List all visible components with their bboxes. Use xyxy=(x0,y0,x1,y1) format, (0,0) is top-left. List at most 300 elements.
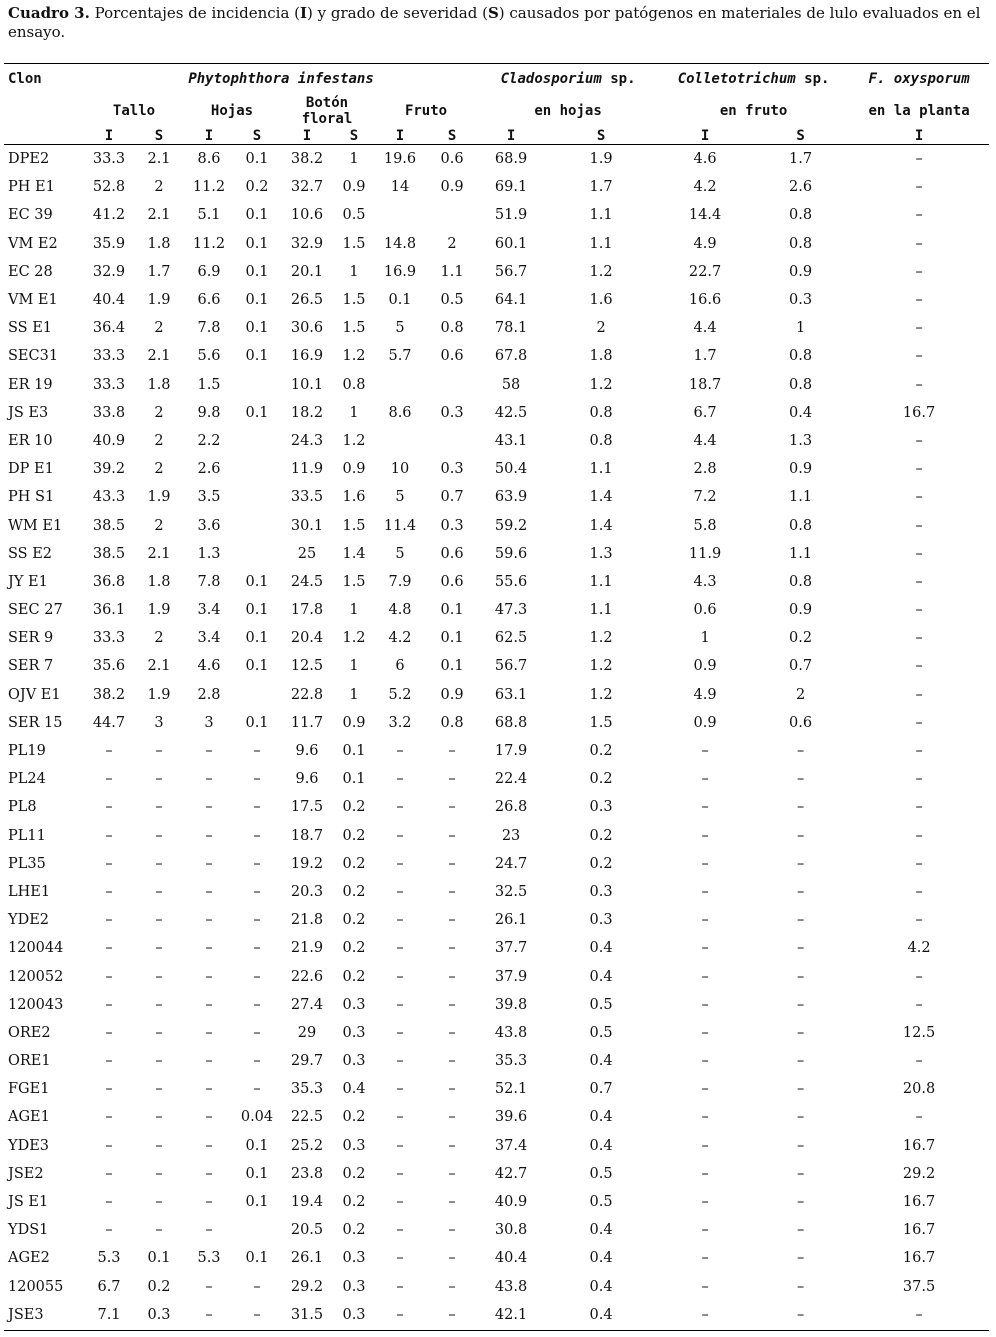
value-cell: 20.8 xyxy=(902,1081,936,1098)
clon-cell: SEC31 xyxy=(8,348,59,365)
value-cell: – xyxy=(701,1306,709,1323)
table-row xyxy=(4,483,989,511)
value-cell: 5 xyxy=(395,489,405,506)
value-cell: 33.3 xyxy=(92,348,126,365)
value-cell: 2.1 xyxy=(147,658,171,675)
value-cell: 9.6 xyxy=(295,743,319,760)
value-cell: 0.3 xyxy=(342,1250,366,1267)
table-row xyxy=(4,624,989,652)
value-cell: 38.5 xyxy=(92,517,126,534)
value-cell: 0.8 xyxy=(589,404,613,421)
value-cell: – xyxy=(396,1306,404,1323)
value-cell: 3.5 xyxy=(197,489,221,506)
value-cell: – xyxy=(105,855,113,872)
value-cell: – xyxy=(796,1250,805,1267)
value-cell: – xyxy=(396,1053,404,1070)
value-cell: 36.8 xyxy=(92,573,126,590)
value-cell: – xyxy=(155,1081,163,1098)
table-row xyxy=(4,371,989,399)
value-cell: 4.3 xyxy=(693,573,717,590)
value-cell: 30.6 xyxy=(290,320,324,337)
value-cell: 7.2 xyxy=(693,489,717,506)
value-cell: – xyxy=(448,1137,456,1154)
value-cell: 0.2 xyxy=(342,940,366,957)
value-cell: 41.2 xyxy=(92,207,126,224)
value-cell: 4.4 xyxy=(693,432,717,449)
table-row xyxy=(4,1019,989,1047)
value-cell: 0.2 xyxy=(589,827,613,844)
clon-cell: YDE3 xyxy=(8,1137,50,1154)
clon-cell: PL35 xyxy=(8,855,46,872)
value-cell: 43.1 xyxy=(494,432,528,449)
value-cell: 21.8 xyxy=(290,912,324,929)
value-cell: – xyxy=(796,912,805,929)
table-row xyxy=(4,173,989,201)
value-cell: – xyxy=(253,968,261,985)
value-cell: – xyxy=(253,883,261,900)
value-cell: – xyxy=(448,968,456,985)
value-cell: 20.5 xyxy=(290,1222,324,1239)
value-cell: 58 xyxy=(501,376,521,393)
value-cell: 1 xyxy=(349,404,359,421)
value-cell: – xyxy=(796,1306,805,1323)
value-cell: 6.9 xyxy=(197,263,221,280)
value-cell: – xyxy=(155,912,163,929)
value-cell: 43.8 xyxy=(494,1024,528,1041)
value-cell: – xyxy=(796,1081,805,1098)
value-cell xyxy=(234,455,280,483)
value-cell: 1.1 xyxy=(789,545,813,562)
value-cell: – xyxy=(915,376,923,393)
value-cell: 0.4 xyxy=(589,1222,613,1239)
value-cell: – xyxy=(205,912,213,929)
value-cell: 3.2 xyxy=(388,714,412,731)
value-cell: 12.5 xyxy=(902,1024,936,1041)
clon-cell: JSE2 xyxy=(8,1165,44,1182)
value-cell: 1.9 xyxy=(147,489,171,506)
value-cell: 5.3 xyxy=(97,1250,121,1267)
value-cell: 1.7 xyxy=(789,151,813,168)
value-cell: 5.7 xyxy=(388,348,412,365)
table-row xyxy=(4,230,989,258)
value-cell: – xyxy=(155,1053,163,1070)
value-cell: – xyxy=(701,1194,709,1211)
value-cell: 2 xyxy=(154,179,164,196)
value-cell xyxy=(234,483,280,511)
value-cell: 0.9 xyxy=(789,461,813,478)
value-cell: – xyxy=(701,827,709,844)
value-cell: 36.4 xyxy=(92,320,126,337)
value-cell: – xyxy=(396,771,404,788)
value-cell: – xyxy=(915,489,923,506)
value-cell: 1.5 xyxy=(342,235,366,252)
value-cell: 0.3 xyxy=(342,1278,366,1295)
table-row xyxy=(4,1301,989,1329)
clon-cell: LHE1 xyxy=(8,883,51,900)
value-cell: 24.5 xyxy=(290,573,324,590)
value-cell: – xyxy=(796,1194,805,1211)
value-cell: – xyxy=(205,1165,213,1182)
value-cell: – xyxy=(155,968,163,985)
value-cell: 63.1 xyxy=(494,686,528,703)
value-cell: – xyxy=(396,827,404,844)
value-cell: – xyxy=(448,1278,456,1295)
table-row xyxy=(4,991,989,1019)
value-cell: 0.1 xyxy=(245,320,269,337)
value-cell: 1.4 xyxy=(589,489,613,506)
value-cell: – xyxy=(796,771,805,788)
value-cell: 26.5 xyxy=(290,292,324,309)
value-cell: 1 xyxy=(349,658,359,675)
value-cell: 59.2 xyxy=(494,517,528,534)
value-cell: 0.1 xyxy=(440,602,464,619)
value-cell: 3 xyxy=(204,714,214,731)
value-cell: – xyxy=(448,912,456,929)
value-cell: 22.5 xyxy=(290,1109,324,1126)
value-cell: 0.1 xyxy=(342,771,366,788)
value-cell: 4.4 xyxy=(693,320,717,337)
value-cell: – xyxy=(105,771,113,788)
value-cell: 0.8 xyxy=(789,517,813,534)
value-cell xyxy=(234,1216,280,1244)
table-row xyxy=(4,1188,989,1216)
value-cell: 0.4 xyxy=(589,968,613,985)
value-cell: 1.6 xyxy=(589,292,613,309)
value-cell: 4.2 xyxy=(388,630,412,647)
value-cell: – xyxy=(155,855,163,872)
value-cell: 0.2 xyxy=(342,1165,366,1182)
foxysporum-header: F. oxysporum xyxy=(868,71,970,87)
value-cell: 0.2 xyxy=(147,1278,171,1295)
value-cell: – xyxy=(205,996,213,1013)
table-row xyxy=(4,342,989,370)
value-cell: – xyxy=(253,1081,261,1098)
clon-cell: YDS1 xyxy=(8,1222,49,1239)
value-cell: 0.5 xyxy=(589,1024,613,1041)
value-cell: 30.1 xyxy=(290,517,324,534)
table-row xyxy=(4,709,989,737)
clon-cell: OJV E1 xyxy=(8,686,61,703)
value-cell: 2 xyxy=(154,461,164,478)
value-cell: 0.1 xyxy=(147,1250,171,1267)
value-cell: 2.6 xyxy=(789,179,813,196)
value-cell: – xyxy=(915,1306,923,1323)
value-cell: – xyxy=(701,1222,709,1239)
value-cell: 1.3 xyxy=(197,545,221,562)
value-cell: 14 xyxy=(390,179,410,196)
value-cell: 6.7 xyxy=(97,1278,121,1295)
clon-cell: DPE2 xyxy=(8,151,50,168)
value-cell: – xyxy=(205,1306,213,1323)
value-cell xyxy=(234,681,280,709)
value-cell: 1.6 xyxy=(342,489,366,506)
value-cell: 4.6 xyxy=(693,151,717,168)
value-cell: 14.4 xyxy=(688,207,722,224)
value-cell: 0.9 xyxy=(789,263,813,280)
value-cell xyxy=(234,540,280,568)
value-cell: 20.3 xyxy=(290,883,324,900)
value-cell: – xyxy=(105,996,113,1013)
table-row xyxy=(4,511,989,539)
value-cell: 5.6 xyxy=(197,348,221,365)
value-cell: 1.8 xyxy=(147,573,171,590)
value-cell: – xyxy=(205,799,213,816)
value-cell: 0.7 xyxy=(589,1081,613,1098)
value-cell: – xyxy=(253,855,261,872)
value-cell: 0.2 xyxy=(342,827,366,844)
clon-cell: WM E1 xyxy=(8,517,63,534)
value-cell: 0.4 xyxy=(589,1250,613,1267)
value-cell: 16.7 xyxy=(902,1137,936,1154)
value-cell: 1.5 xyxy=(342,320,366,337)
value-cell: – xyxy=(915,235,923,252)
value-cell: 9.6 xyxy=(295,771,319,788)
value-cell: 1 xyxy=(795,320,806,337)
fruto-I: I xyxy=(374,128,426,145)
value-cell: 0.4 xyxy=(589,1278,613,1295)
data-table xyxy=(4,64,989,1329)
value-cell: 7.8 xyxy=(197,573,221,590)
table-row xyxy=(4,1216,989,1244)
value-cell: 37.4 xyxy=(494,1137,528,1154)
value-cell: 1 xyxy=(349,602,359,619)
value-cell: 2 xyxy=(596,320,606,337)
value-cell: 1.1 xyxy=(589,207,613,224)
value-cell: 9.8 xyxy=(197,404,221,421)
value-cell: 0.5 xyxy=(589,1194,613,1211)
value-cell: 0.1 xyxy=(245,1250,269,1267)
value-cell: – xyxy=(915,517,923,534)
value-cell: 0.6 xyxy=(440,151,464,168)
value-cell: 3.6 xyxy=(197,517,221,534)
table-row xyxy=(4,1160,989,1188)
value-cell: 19.6 xyxy=(383,151,417,168)
value-cell xyxy=(426,427,478,455)
value-cell: 33.3 xyxy=(92,151,126,168)
value-cell: 0.2 xyxy=(342,855,366,872)
clon-cell: 120052 xyxy=(8,968,64,985)
clon-cell: JSE3 xyxy=(8,1306,44,1323)
value-cell: – xyxy=(396,940,404,957)
table-row xyxy=(4,1244,989,1272)
value-cell: – xyxy=(915,714,923,731)
value-cell: – xyxy=(253,1306,261,1323)
value-cell: 0.1 xyxy=(245,263,269,280)
table-row xyxy=(4,681,989,709)
value-cell: 32.9 xyxy=(290,235,324,252)
caption-I: I xyxy=(300,4,308,22)
value-cell: – xyxy=(448,940,456,957)
value-cell: 1.1 xyxy=(589,461,613,478)
value-cell: 26.1 xyxy=(290,1250,324,1267)
value-cell: 0.6 xyxy=(440,573,464,590)
colle-S: S xyxy=(752,128,849,145)
clon-cell: SER 7 xyxy=(8,658,54,675)
value-cell: – xyxy=(396,912,404,929)
value-cell: 1.2 xyxy=(589,263,613,280)
table-row xyxy=(4,1132,989,1160)
value-cell: 67.8 xyxy=(494,348,528,365)
value-cell: – xyxy=(105,799,113,816)
fruto-header: Fruto xyxy=(404,103,448,119)
cladosporium-header: Cladosporium sp. xyxy=(500,71,636,87)
value-cell: 1.5 xyxy=(342,517,366,534)
value-cell: 0.1 xyxy=(388,292,412,309)
value-cell: 0.2 xyxy=(342,1222,366,1239)
value-cell: 47.3 xyxy=(494,602,528,619)
table-row xyxy=(4,1273,989,1301)
value-cell: 0.6 xyxy=(440,348,464,365)
value-cell: 1 xyxy=(349,151,359,168)
value-cell: 1.2 xyxy=(589,630,613,647)
value-cell: – xyxy=(915,151,923,168)
value-cell: 23 xyxy=(501,827,521,844)
table-row xyxy=(4,878,989,906)
value-cell: 23.8 xyxy=(290,1165,324,1182)
value-cell: 0.2 xyxy=(589,743,613,760)
value-cell xyxy=(426,201,478,229)
value-cell: 11.9 xyxy=(688,545,722,562)
value-cell: – xyxy=(796,883,805,900)
value-cell: 25.2 xyxy=(290,1137,324,1154)
value-cell: 0.1 xyxy=(245,348,269,365)
value-cell: – xyxy=(448,1165,456,1182)
value-cell: 1.7 xyxy=(147,263,171,280)
value-cell: 0.8 xyxy=(440,714,464,731)
value-cell: 37.9 xyxy=(494,968,528,985)
value-cell: 1.4 xyxy=(342,545,366,562)
value-cell: 7.8 xyxy=(197,320,221,337)
clon-cell: EC 39 xyxy=(8,207,53,224)
value-cell: 0.3 xyxy=(789,292,813,309)
value-cell: 51.9 xyxy=(494,207,528,224)
value-cell: – xyxy=(796,1053,805,1070)
value-cell: – xyxy=(105,1222,113,1239)
value-cell: – xyxy=(396,996,404,1013)
value-cell: 0.3 xyxy=(440,461,464,478)
value-cell: 5.8 xyxy=(693,517,717,534)
value-cell: – xyxy=(396,1081,404,1098)
value-cell: – xyxy=(701,1250,709,1267)
hojas-header: Hojas xyxy=(210,103,254,119)
value-cell: – xyxy=(448,1306,456,1323)
value-cell: 16.7 xyxy=(902,1250,936,1267)
value-cell: – xyxy=(915,827,923,844)
value-cell: – xyxy=(253,996,261,1013)
value-cell: 20.1 xyxy=(290,263,324,280)
clado-S: S xyxy=(544,128,658,145)
value-cell xyxy=(234,511,280,539)
value-cell: 4.2 xyxy=(907,940,931,957)
value-cell: 0.4 xyxy=(589,940,613,957)
clon-cell: AGE1 xyxy=(8,1109,50,1126)
value-cell: – xyxy=(205,1053,213,1070)
value-cell: – xyxy=(205,968,213,985)
boton-floral-header: Botón floral xyxy=(301,95,353,127)
clon-cell: VM E1 xyxy=(8,292,58,309)
value-cell: 26.8 xyxy=(494,799,528,816)
value-cell: 43.3 xyxy=(92,489,126,506)
value-cell: 1.8 xyxy=(589,348,613,365)
value-cell: – xyxy=(253,940,261,957)
value-cell: 16.6 xyxy=(688,292,722,309)
value-cell: 0.2 xyxy=(342,883,366,900)
value-cell: 0.8 xyxy=(342,376,366,393)
value-cell: 24.3 xyxy=(290,432,324,449)
value-cell: – xyxy=(253,771,261,788)
value-cell: 0.2 xyxy=(245,179,269,196)
value-cell: – xyxy=(396,799,404,816)
value-cell: – xyxy=(155,827,163,844)
table-caption xyxy=(8,4,993,42)
value-cell: – xyxy=(701,996,709,1013)
value-cell: – xyxy=(915,602,923,619)
value-cell: – xyxy=(396,883,404,900)
value-cell: – xyxy=(253,1053,261,1070)
value-cell: 33.5 xyxy=(290,489,324,506)
table-row xyxy=(4,962,989,990)
value-cell: 56.7 xyxy=(494,658,528,675)
value-cell: 36.1 xyxy=(92,602,126,619)
value-cell: – xyxy=(155,940,163,957)
value-cell: 22.4 xyxy=(494,771,528,788)
value-cell: – xyxy=(701,771,709,788)
value-cell: 52.1 xyxy=(494,1081,528,1098)
value-cell: – xyxy=(253,912,261,929)
value-cell: 2 xyxy=(154,630,164,647)
clon-cell: PL8 xyxy=(8,799,37,816)
value-cell: 1.3 xyxy=(589,545,613,562)
col-clon-header: Clon xyxy=(8,71,42,87)
value-cell: 5.3 xyxy=(197,1250,221,1267)
value-cell: – xyxy=(253,1278,261,1295)
value-cell: 25 xyxy=(297,545,317,562)
value-cell: 2 xyxy=(154,404,164,421)
value-cell: – xyxy=(205,940,213,957)
value-cell: – xyxy=(205,771,213,788)
value-cell: 11.7 xyxy=(290,714,324,731)
value-cell: – xyxy=(155,771,163,788)
value-cell: – xyxy=(205,827,213,844)
value-cell: – xyxy=(701,855,709,872)
value-cell: 39.2 xyxy=(92,461,126,478)
value-cell: 0.1 xyxy=(440,630,464,647)
table-row xyxy=(4,906,989,934)
value-cell: 40.4 xyxy=(494,1250,528,1267)
value-cell: 0.1 xyxy=(245,1137,269,1154)
value-cell: 1.7 xyxy=(589,179,613,196)
value-cell: – xyxy=(796,968,805,985)
value-cell: – xyxy=(155,1024,163,1041)
caption-label: Cuadro 3. xyxy=(8,4,90,22)
table-row xyxy=(4,314,989,342)
value-cell: – xyxy=(915,432,923,449)
clon-cell: PL11 xyxy=(8,827,46,844)
value-cell: – xyxy=(396,1278,404,1295)
phytophthora-header: Phytophthora infestans xyxy=(188,71,374,87)
value-cell: 1 xyxy=(349,263,359,280)
value-cell: 5 xyxy=(395,545,405,562)
value-cell: – xyxy=(915,573,923,590)
fox-I: I xyxy=(849,128,989,145)
value-cell: 1.2 xyxy=(589,658,613,675)
value-cell: 19.2 xyxy=(290,855,324,872)
value-cell: 11.2 xyxy=(192,235,226,252)
value-cell: 32.5 xyxy=(494,883,528,900)
value-cell: – xyxy=(796,996,805,1013)
value-cell: 43.8 xyxy=(494,1278,528,1295)
value-cell: – xyxy=(396,968,404,985)
